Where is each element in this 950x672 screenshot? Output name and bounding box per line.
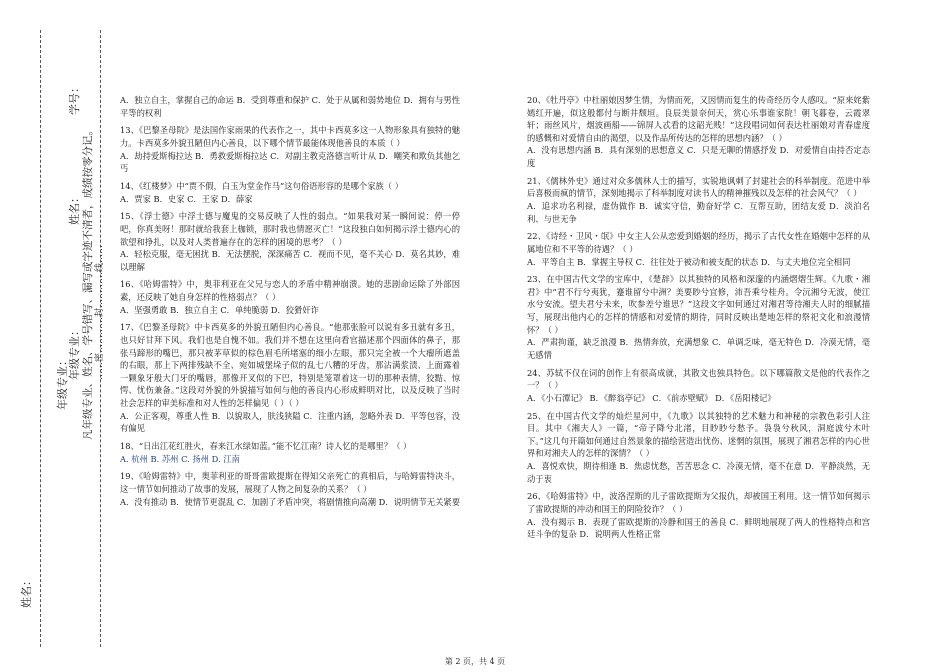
answer-options: A．《小石潭记》 B．《醉翁亭记》 C．《前赤壁赋》 D．《岳阳楼记》 (527, 392, 776, 403)
name-label: 姓名： (68, 192, 81, 225)
question-text: 16、《哈姆雷特》中，奥菲利亚在父兄与恋人的矛盾中精神崩溃。她的悲剧命运除了外部因素，还反映了她自身怎样的性格弱点？（ ） (120, 279, 460, 303)
question-block (120, 124, 460, 174)
answer-options: A．平等自主 B．掌握主导权 C．往往处于被动和被支配的状态 D．与丈夫地位完全相同 (527, 256, 851, 267)
answer-options: A. 杭州 B. 苏州 C. 扬州 D. 江南 (120, 453, 240, 464)
question-block (527, 273, 870, 361)
question-block (120, 470, 460, 508)
answer-options: A．严肃拘谨，缺乏浪漫 B．热情奔放，充满想象 C．单调乏味，毫无特色 D．冷漠无情，毫无感情 (527, 337, 870, 360)
question-block (527, 410, 870, 486)
question-block (120, 278, 460, 316)
seal-line-outer (40, 30, 41, 647)
question-text: 17、《巴黎圣母院》中卡西莫多的外貌丑陋但内心善良。“他那张脸可以说有多丑就有多丑，也只好甘拜下风。我们也是自愧不如。我们并不想在这里向看官描述那个四面体的鼻子，那张马蹄形的嘴巴，那只被茅草似的棕色眉毛所堵塞的细小左眼，那只完全被一个大瘤所遮盖的右眼，那上下两排残缺不全、宛如城堡垛子似的乱七八糟的牙齿，那沾满浆渍、上面露着一颗象牙般大门牙的嘴唇，那像开叉似的下巴，特别是笼罩着这一切的那种表情，狡黠、惊愕、忧伤兼备。”这段对外貌的外貌描写如何与他的善良内心形成鲜明对比，以及反映了当时社会怎样的审美标准和对人性的怎样偏见（ ）（ ） (120, 322, 460, 408)
question-text: 13、《巴黎圣母院》是法国作家雨果的代表作之一，其中卡西莫多这一人物形象具有独特的魅力。卡西莫多外貌丑陋但内心善良，以下哪个情节最能体现他善良的本质（ ） (120, 125, 460, 148)
left-column (120, 94, 460, 513)
question-text: 15、《浮士德》中浮士德与魔鬼的交易反映了人性的弱点。“如果我对某一瞬间说：停一停吧，你真美呀！那时就给我套上枷锁，那时我也情愿灭亡！”这段独白如何揭示浮士德内心的欲望和挣扎，以及对人类普遍存在的怎样的困境的思考？（ ） (120, 211, 460, 247)
question-text: 21、《儒林外史》通过对众多儒林人士的描写，实锐地讽刺了封建社会的科举制度。范进中举后喜极而疯的情节，深刻地揭示了科举制度对读书人的精神摧残以及怎样的社会风气？（ ） (527, 175, 870, 199)
question-text: 22、《诗经・卫风・氓》中女主人公从恋爱到婚姻的经历，揭示了古代女性在婚姻中怎样的从属地位和不平等的待遇？（ ） (527, 231, 870, 254)
question-block (120, 321, 460, 434)
question-block (120, 440, 460, 465)
answer-options: A．没有推动 B．使情节更混乱 C．加剧了矛盾冲突，将剧情推向高潮 D．说明情节无关紧要 (120, 496, 460, 507)
answer-options: A．贾家 B．史家 C．王家 D．薛家 (120, 193, 253, 204)
answer-options: A．劫持爱斯梅拉达 B．勇救爱斯梅拉达 C．对副主教克洛德言听计从 D．嘲笑和欺负其他乞丐 (120, 150, 460, 174)
question-block (527, 230, 870, 268)
binding-margin (0, 0, 115, 672)
answer-options: A．追求功名利禄，虚伪做作 B．诚实守信，勤奋好学 C．互帮互助，团结友爱 D．淡泊名利、与世无争 (527, 200, 870, 224)
question-text: 26、《哈姆雷特》中，波洛涅斯的儿子雷欧提斯为父报仇，却被国王利用。这一情节如何揭示了雷欧提斯的冲动和国王的阴险狡诈？（ ） (527, 491, 870, 514)
question-text: 24、苏轼不仅在词的创作上有很高成就，其散文也独具特色。以下哪篇散文是他的代表作之一？（ ） (527, 367, 870, 391)
question-block (120, 180, 460, 205)
question-block (120, 210, 460, 273)
class-label: 年级专业： (68, 325, 81, 380)
question-block (527, 94, 870, 170)
question-text: 14、《红楼梦》中“贾不假，白玉为堂金作马”这句俗语形容的是哪个家族（ ） (120, 180, 404, 191)
answer-options: A．公正客观，尊重人性 B．以貌取人，肤浅狭隘 C．注重内涵，忽略外表 D．平等包容，没有偏见 (120, 410, 460, 434)
question-text: A．独立自主，掌握自己的命运 B．受到尊重和保护 C．处于从属和弱势地位 D．拥有与男性平等的权利 (120, 95, 460, 118)
question-block (527, 367, 870, 405)
answer-options: A．轻松克服，毫无困扰 B．无法摆脱，深深痛苦 C．视而不见，毫不关心 D．莫名其妙，难以理解 (120, 249, 460, 272)
answer-options: A．坚强勇敢 B．独立自主 C．单纯脆弱 D．狡猾奸诈 (120, 304, 319, 315)
class-label-outer: 年级专业： (56, 355, 69, 410)
score-notice: 凡年级专业、姓名、学号错写、漏写或字迹不清者，成绩按零分记。 (82, 125, 94, 440)
question-text: 19、《哈姆雷特》中，奥菲利亚的哥哥雷欧提斯在得知父亲死亡的真相后，与哈姆雷特决斗，这一情节如何推动了故事的发展，展现了人物之间复杂的关系？（ ） (120, 471, 460, 494)
question-text: 20、《牡丹亭》中杜丽娘因梦生情，为情而死，又因情而复生的传奇经历令人感叹。“原来姹紫嫣红开遍，似这般都付与断井颓垣。良辰美景奈何天，赏心乐事谁家院！朝飞暮卷，云霞翠轩；雨丝风片，烟波画船——锦屏人忒看的这韶光贱！”这段唱词如何表达杜丽娘对青春虚度的感慨和对爱情自由的渴望，以及作品所传达的怎样的思想内涵？（ ） (527, 95, 870, 143)
question-text: 23、在中国古代文学的宝库中，《楚辞》以其独特的风格和深邃的内涵熠熠生辉。《九歌・湘君》中“君不行兮夷犹，蹇谁留兮中洲？美要眇兮宜修，沛吾乘兮桂舟。令沅湘兮无波，使江水兮安流。望夫君兮未来，吹参差兮谁思？”这段文字如何通过对湘君等待湘夫人时的细腻描写，展现出他内心的怎样的情感和对爱情的期待，同时反映出楚地怎样的祭祀文化和浪漫情怀？（ ） (527, 274, 870, 335)
answer-options: A．喜悦欢快，期待相逢 B．焦虑忧愁，苦苦思念 C．冷漠无情，毫不在意 D．平静淡然，无动于衷 (527, 460, 870, 484)
student-id-label: 学号： (68, 82, 81, 115)
answer-options: A．没有思想内涵 B．具有深刻的思想意义 C．只是无聊的情感抒发 D．对爱情自由持否定态度 (527, 145, 870, 168)
right-column (527, 94, 870, 546)
question-text: 18、“日出江花红胜火，春来江水绿如蓝。”能不忆江南？诗人忆的是哪里？（ ） (120, 440, 412, 451)
name-label-outer: 姓名： (20, 575, 33, 608)
question-block (120, 94, 460, 119)
page-footer: 第 2 页，共 4 页 (444, 657, 506, 666)
question-text: 25、在中国古代文学的灿烂星河中，《九歌》以其独特的艺术魅力和神秘的宗教色彩引人注目。其中《湘夫人》一篇，“帝子降兮北渚，目眇眇兮愁予。袅袅兮秋风，洞庭波兮木叶下。”这几句开篇如何通过自然景象的描绘营造出忧伤、迷惘的氛围，展现了湘君怎样的内心世界和对湘夫人的怎样的深情？（ ） (527, 410, 870, 459)
question-block (527, 175, 870, 225)
seal-text: ……密…………封…………线…… (95, 244, 105, 380)
answer-options: A．没有揭示 B．表现了雷欧提斯的冷静和国王的善良 C．鲜明地展现了两人的性格特点和宫廷斗争的复杂 D．说明两人性格正常 (527, 516, 870, 540)
question-block (527, 490, 870, 540)
